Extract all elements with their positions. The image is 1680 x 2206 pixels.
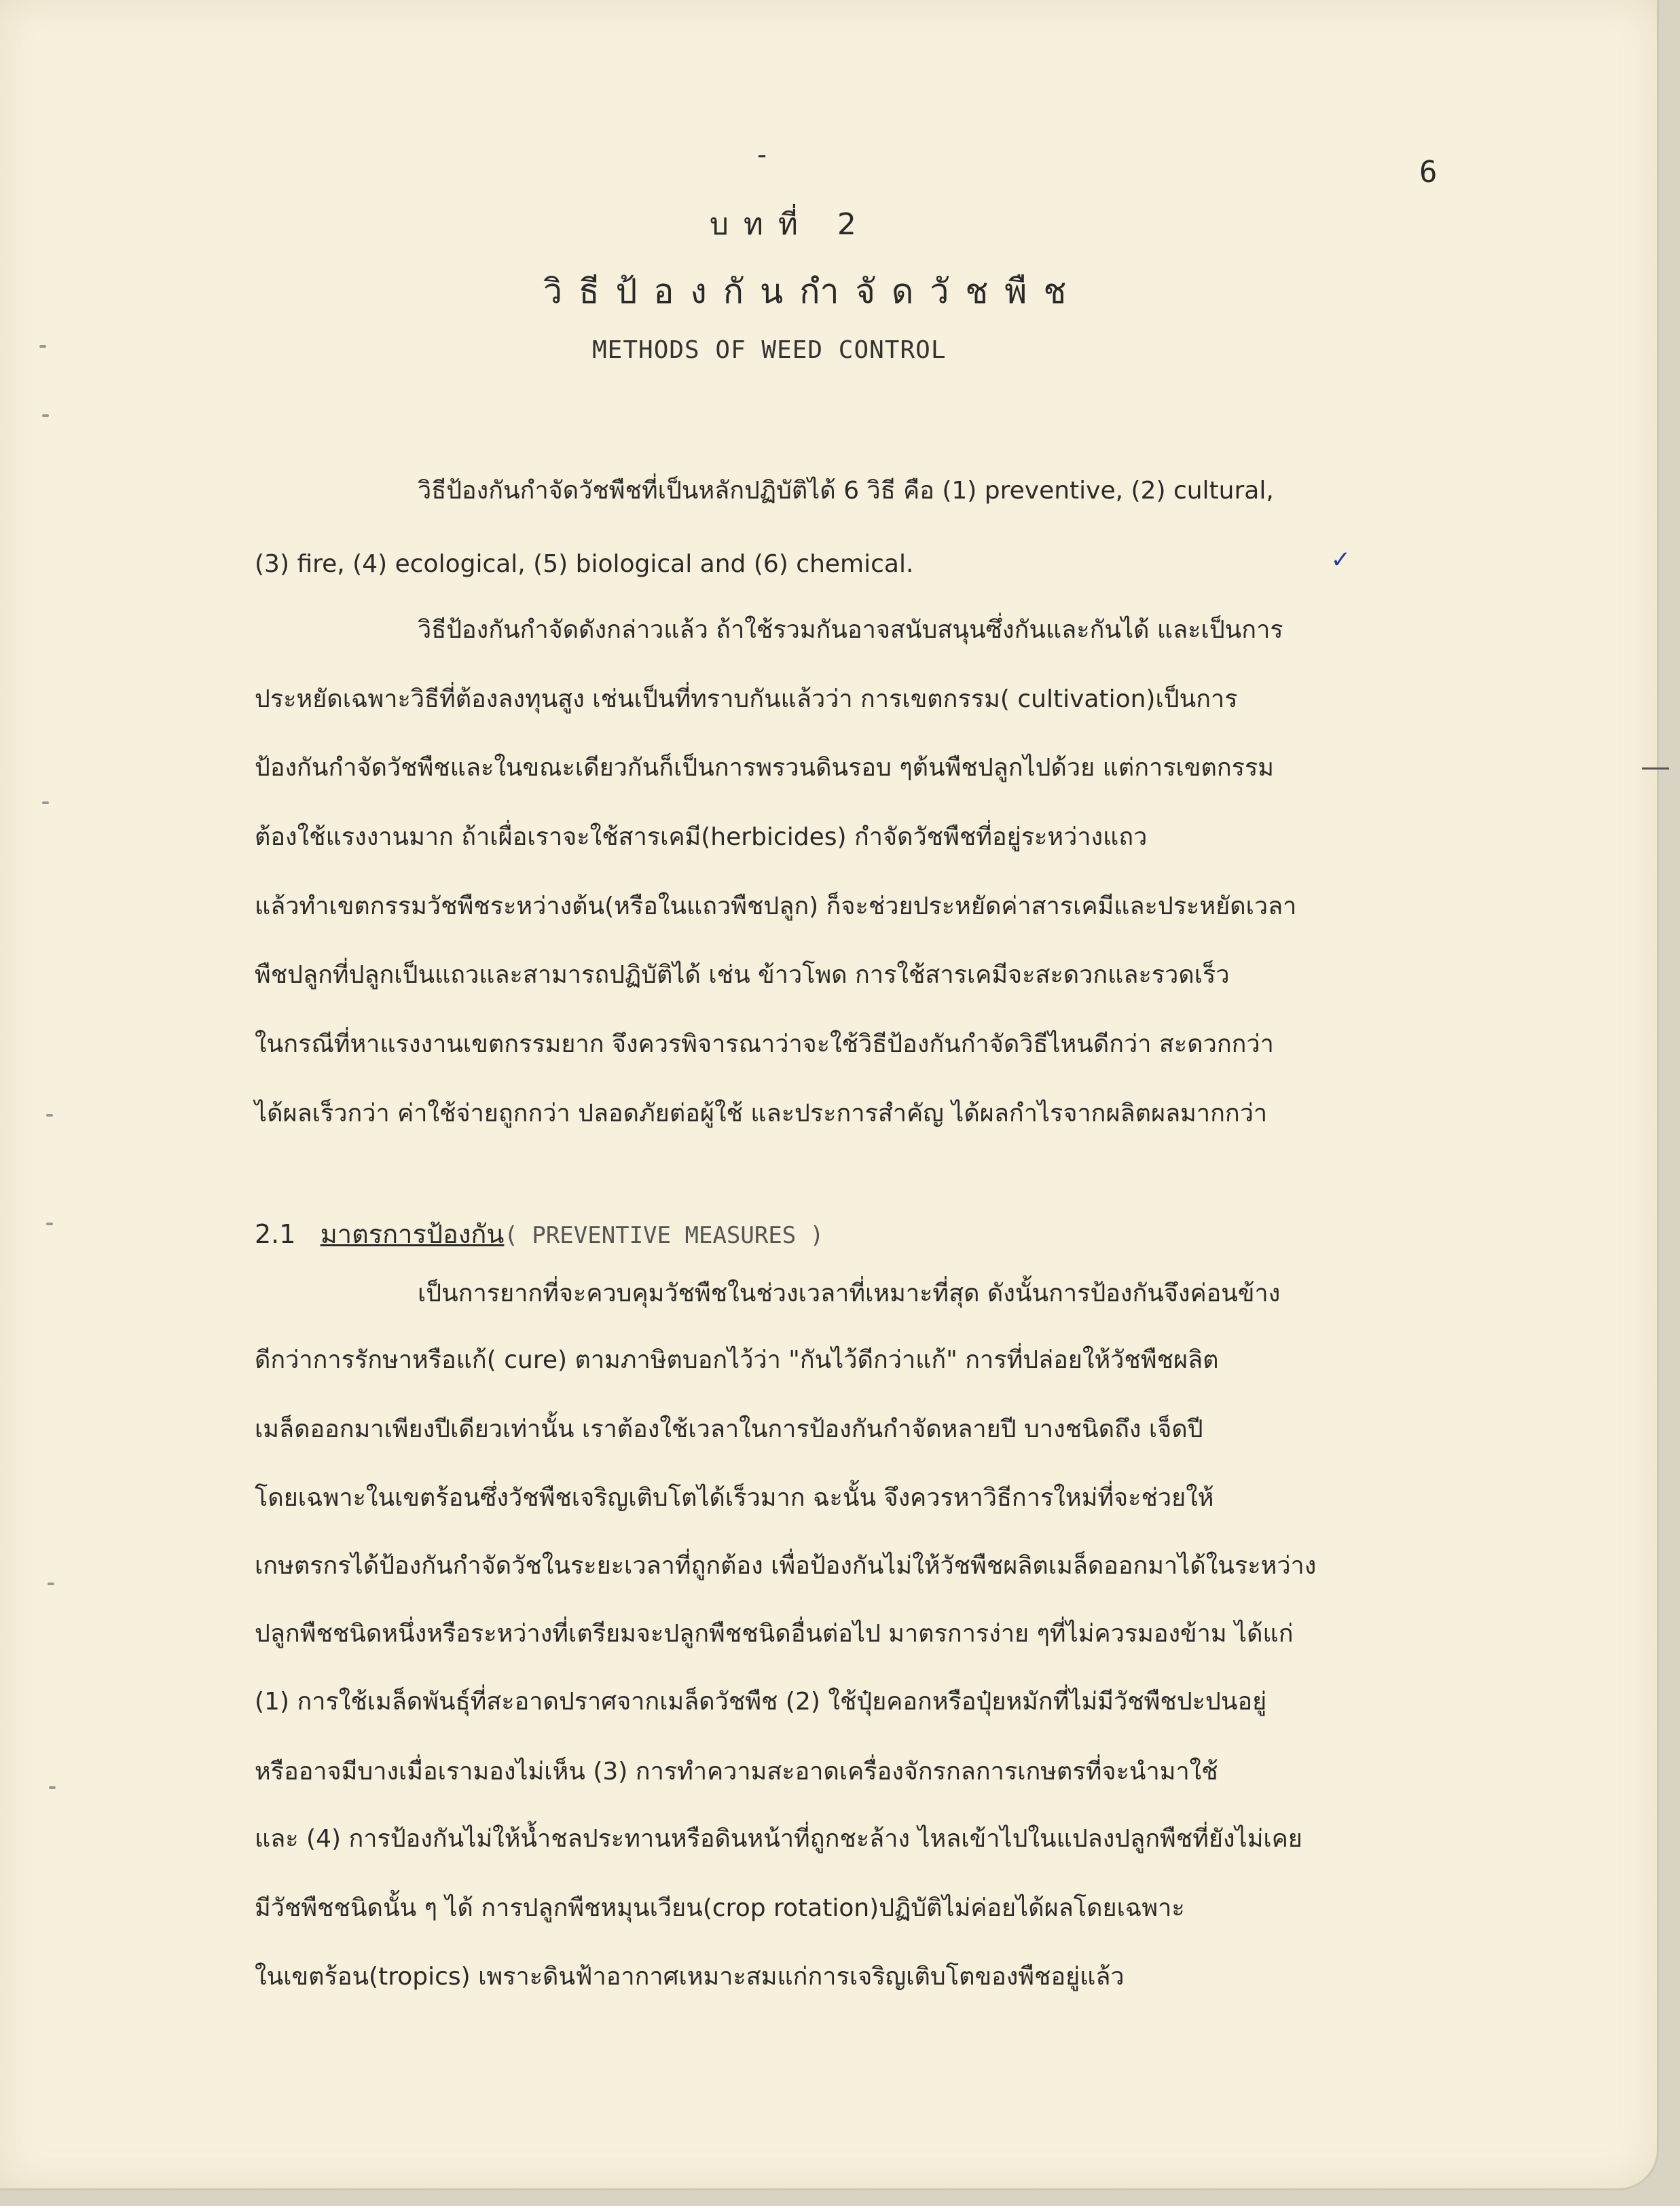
chapter-title: วิธีป้องกันกำจัดวัชพืช xyxy=(543,272,1083,311)
chapter-label: บทที่ 2 xyxy=(710,207,871,242)
section-line: เป็นการยากที่จะควบคุมวัชพืชในช่วงเวลาที่เหมาะที่สุด ดังนั้นการป้องกันจึงค่อนข้าง xyxy=(418,1280,1281,1307)
page-number: 6 xyxy=(1419,155,1438,189)
intro-line: ป้องกันกำจัดวัชพืชและในขณะเดียวกันก็เป็นการพรวนดินรอบ ๆต้นพืชปลูกไปด้วย แต่การเขตกรรม xyxy=(255,754,1275,782)
edge-mark xyxy=(42,414,49,417)
section-line: ในเขตร้อน(tropics) เพราะดินฟ้าอากาศเหมาะสมแก่การเจริญเติบโตของพืชอยู่แล้ว xyxy=(255,1963,1125,1991)
section-line: เกษตรกรได้ป้องกันกำจัดวัชในระยะเวลาที่ถูกต้อง เพื่อป้องกันไม่ให้วัชพืชผลิตเมล็ดออกมาได้ในระหว่าง xyxy=(255,1552,1317,1580)
checkmark-icon: ✓ xyxy=(1332,543,1349,575)
section-number: 2.1 xyxy=(255,1219,296,1249)
intro-line: ได้ผลเร็วกว่า ค่าใช้จ่ายถูกกว่า ปลอดภัยต่อผู้ใช้ และประการสำคัญ ได้ผลกำไรจากผลิตผลมากกว่า xyxy=(255,1100,1268,1127)
intro-line: วิธีป้องกันกำจัดวัชพืชที่เป็นหลักปฏิบัติได้ 6 วิธี คือ (1) preventive, (2) cultural, xyxy=(418,477,1274,505)
edge-tick xyxy=(1642,767,1669,770)
chapter-subtitle: METHODS OF WEED CONTROL xyxy=(592,336,947,364)
section-line: หรืออาจมีบางเมื่อเรามองไม่เห็น (3) การทำความสะอาดเครื่องจักรกลการเกษตรที่จะนำมาใช้ xyxy=(255,1758,1218,1786)
section-title-en: ( PREVENTIVE MEASURES ) xyxy=(504,1222,824,1249)
edge-mark xyxy=(46,1114,53,1117)
section-line: มีวัชพืชชนิดนั้น ๆ ได้ การปลูกพืชหมุนเวียน(crop rotation)ปฏิบัติไม่ค่อยได้ผลโดยเฉพาะ xyxy=(255,1894,1185,1922)
edge-mark xyxy=(46,1223,53,1225)
edge-mark xyxy=(49,1786,56,1789)
top-dash: - xyxy=(754,139,771,170)
section-heading xyxy=(255,1213,824,1254)
edge-mark xyxy=(48,1583,54,1585)
section-line: ดีกว่าการรักษาหรือแก้( cure) ตามภาษิตบอกไว้ว่า "กันไว้ดีกว่าแก้" การที่ปล่อยให้วัชพืชผลิต xyxy=(255,1346,1219,1374)
section-title-th: มาตรการป้องกัน xyxy=(320,1219,505,1249)
edge-mark xyxy=(42,801,49,804)
intro-line: ต้องใช้แรงงานมาก ถ้าเผื่อเราจะใช้สารเคมี(herbicides) กำจัดวัชพืชที่อยู่ระหว่างแถว xyxy=(255,823,1148,851)
intro-line: ประหยัดเฉพาะวิธีที่ต้องลงทุนสูง เช่นเป็นที่ทราบกันแล้วว่า การเขตกรรม( cultivation)เป็นการ xyxy=(255,685,1238,713)
intro-line: พืชปลูกที่ปลูกเป็นแถวและสามารถปฏิบัติได้ เช่น ข้าวโพด การใช้สารเคมีจะสะดวกและรวดเร็ว xyxy=(255,961,1230,989)
section-line: ปลูกพืชชนิดหนึ่งหรือระหว่างที่เตรียมจะปลูกพืชชนิดอื่นต่อไป มาตรการง่าย ๆที่ไม่ควรมองข้าม ได้แก่ xyxy=(255,1620,1294,1648)
section-line: โดยเฉพาะในเขตร้อนซึ่งวัชพืชเจริญเติบโตได้เร็วมาก ฉะนั้น จึงควรหาวิธีการใหม่ที่จะช่วยให้ xyxy=(255,1484,1214,1512)
section-line: เมล็ดออกมาเพียงปีเดียวเท่านั้น เราต้องใช้เวลาในการป้องกันกำจัดหลายปี บางชนิดถึง เจ็ดปี xyxy=(255,1415,1203,1443)
edge-mark xyxy=(39,345,46,348)
intro-line: วิธีป้องกันกำจัดดังกล่าวแล้ว ถ้าใช้รวมกันอาจสนับสนุนซึ่งกันและกันได้ และเป็นการ xyxy=(418,616,1283,644)
intro-line: ในกรณีที่หาแรงงานเขตกรรมยาก จึงควรพิจารณาว่าจะใช้วิธีป้องกันกำจัดวิธีไหนดีกว่า สะดวกกว่า xyxy=(255,1030,1274,1058)
section-line: และ (4) การป้องกันไม่ให้น้ำชลประทานหรือดินหน้าที่ถูกชะล้าง ไหลเข้าไปในแปลงปลูกพืชที่ยังไม่เคย xyxy=(255,1825,1302,1853)
intro-line: (3) fire, (4) ecological, (5) biological and (6) chemical. xyxy=(255,550,914,578)
section-line: (1) การใช้เมล็ดพันธุ์ที่สะอาดปราศจากเมล็ดวัชพืช (2) ใช้ปุ๋ยคอกหรือปุ๋ยหมักที่ไม่มีวัชพืชปะปนอยู่ xyxy=(255,1688,1267,1716)
intro-line: แล้วทำเขตกรรมวัชพืชระหว่างต้น(หรือในแถวพืชปลูก) ก็จะช่วยประหยัดค่าสารเคมีและประหยัดเวลา xyxy=(255,892,1297,920)
